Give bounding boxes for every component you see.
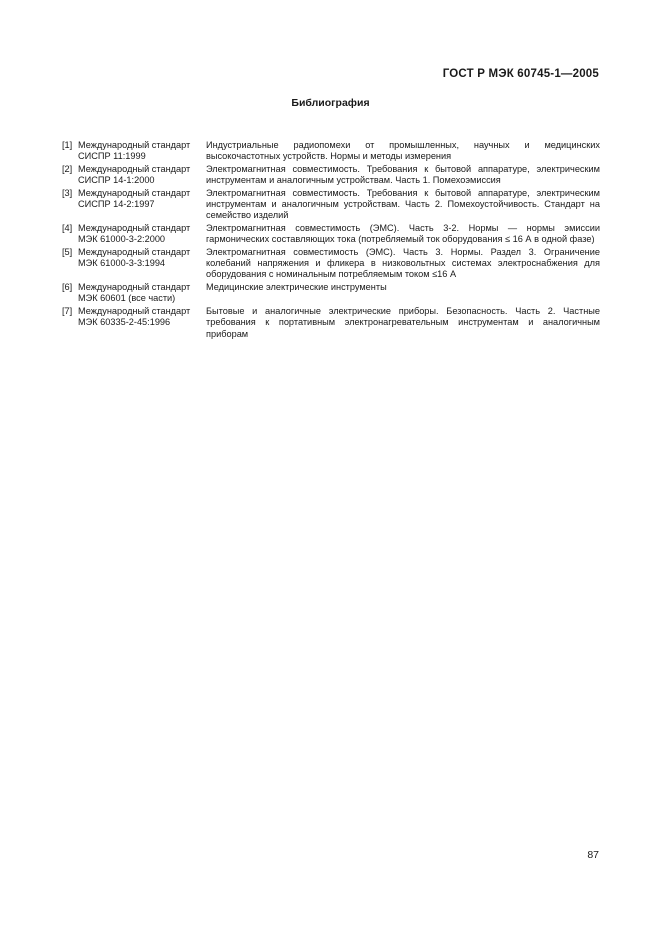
- bibliography-entry: [62, 223, 600, 246]
- entry-source-type: Международный стандарт: [78, 140, 191, 150]
- entry-source-type: Международный стандарт: [78, 187, 191, 198]
- bibliography-entry: [62, 164, 600, 187]
- entry-source-code: СИСПР 11:1999: [78, 151, 146, 162]
- bibliography-list: [62, 140, 600, 341]
- entry-description: Медицинские электрические инструменты: [206, 281, 387, 292]
- entry-source: [78, 247, 206, 281]
- entry-source-code: МЭК 60335-2-45:1996: [78, 317, 171, 328]
- page-number: 87: [587, 849, 599, 861]
- bibliography-entry: [62, 247, 600, 281]
- entry-source-type: Международный стандарт: [78, 163, 191, 174]
- entry-source-code: МЭК 61000-3-2:2000: [78, 234, 166, 245]
- entry-number: [3]: [62, 187, 73, 198]
- entry-source: [78, 188, 206, 222]
- entry-source-type: Международный стандарт: [78, 281, 191, 292]
- entry-description: Электромагнитная совместимость (ЭМС). Часть 3. Нормы. Раздел 3. Ограничение колебаний напряжения и фликера в низковольтных системах электроснабжения для оборудования с номинальным потребляемым током ≤16 А: [206, 246, 600, 280]
- entry-number: [4]: [62, 222, 73, 233]
- entry-source-type: Международный стандарт: [78, 222, 191, 233]
- entry-description: Индустриальные радиопомехи от промышленных, научных и медицинских высокочастотных устройств. Нормы и методы измерения: [206, 140, 600, 162]
- entry-source: [78, 282, 206, 305]
- entry-source-type: Международный стандарт: [78, 246, 191, 257]
- entry-source: [78, 164, 206, 187]
- bibliography-entry: [62, 306, 600, 340]
- entry-source-type: Международный стандарт: [78, 305, 191, 316]
- entry-description: Электромагнитная совместимость (ЭМС). Часть 3-2. Нормы — нормы эмиссии гармонических составляющих тока (потребляемый ток оборудования ≤ 16 А в одной фазе): [206, 222, 600, 245]
- entry-source-code: СИСПР 14-1:2000: [78, 175, 155, 186]
- entry-source: [78, 140, 206, 163]
- entry-source: [78, 306, 206, 340]
- entry-source: [78, 223, 206, 246]
- page-title: Библиография: [291, 97, 370, 109]
- bibliography-entry: [62, 140, 600, 163]
- document-header: ГОСТ Р МЭК 60745-1—2005: [442, 68, 599, 80]
- bibliography-entry: [62, 188, 600, 222]
- entry-number: [6]: [62, 281, 73, 292]
- entry-source-code: СИСПР 14-2:1997: [78, 199, 155, 210]
- entry-source-code: МЭК 61000-3-3:1994: [78, 258, 166, 269]
- entry-description: Электромагнитная совместимость. Требования к бытовой аппаратуре, электрическим инструментам и аналогичным устройствам. Часть 1. Помехоэмиссия: [206, 163, 600, 186]
- entry-source-code: МЭК 60601 (все части): [78, 293, 176, 304]
- entry-number: [7]: [62, 305, 73, 316]
- entry-description: Бытовые и аналогичные электрические приборы. Безопасность. Часть 2. Частные требования к портативным электронагревательным инструментам и аналогичным приборам: [206, 305, 600, 339]
- entry-description: Электромагнитная совместимость. Требования к бытовой аппаратуре, электрическим инструментам и аналогичным устройствам. Часть 2. Помехоустойчивость. Стандарт на семейство изделий: [206, 187, 600, 221]
- entry-number: [2]: [62, 163, 73, 174]
- bibliography-entry: [62, 282, 600, 305]
- entry-number: [1]: [62, 140, 73, 150]
- entry-number: [5]: [62, 246, 73, 257]
